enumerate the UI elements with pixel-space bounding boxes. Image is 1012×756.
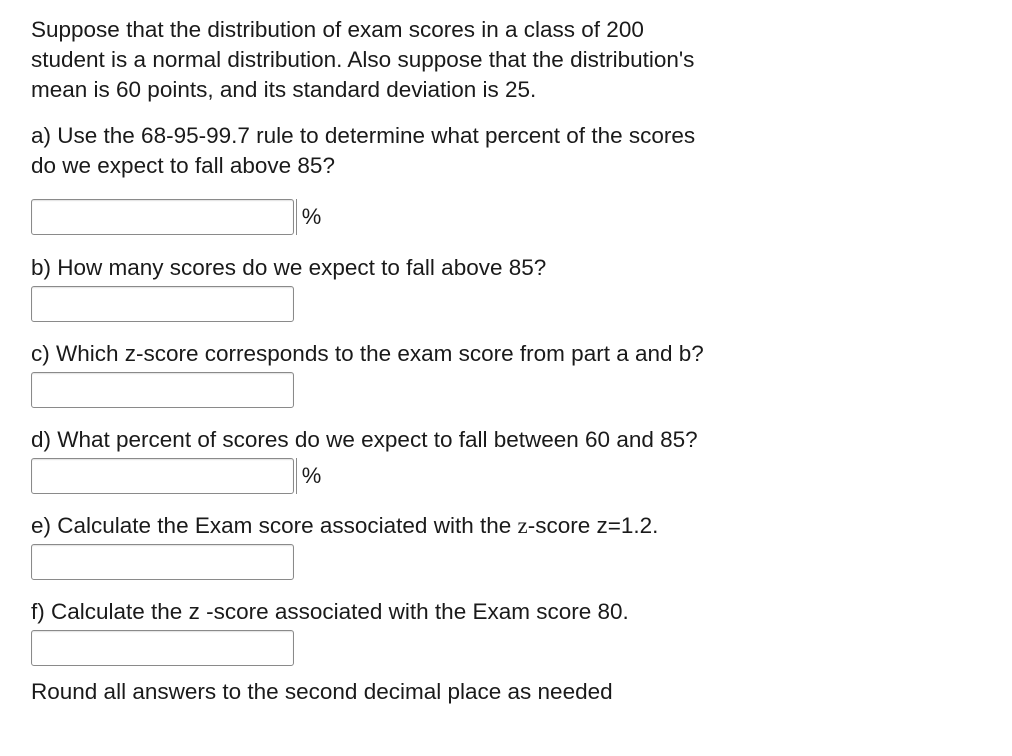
answer-f-input[interactable] bbox=[31, 630, 294, 666]
intro-line-3: mean is 60 points, and its standard deviation is 25. bbox=[31, 77, 537, 102]
question-a-line-2: do we expect to fall above 85? bbox=[31, 153, 335, 178]
question-e-text bbox=[31, 511, 658, 541]
question-f-text: f) Calculate the z -score associated with the Exam score 80. bbox=[31, 599, 629, 624]
intro-line-2: student is a normal distribution. Also suppose that the distribution's bbox=[31, 47, 695, 72]
question-b-text: b) How many scores do we expect to fall above 85? bbox=[31, 255, 547, 280]
answer-a-percent-unit: % bbox=[296, 199, 326, 235]
question-c-text: c) Which z-score corresponds to the exam score from part a and b? bbox=[31, 341, 704, 366]
answer-b-input[interactable] bbox=[31, 286, 294, 322]
question-e-text-after: -score z=1.2. bbox=[527, 513, 659, 538]
answer-d-input[interactable] bbox=[31, 458, 294, 494]
answer-c-input[interactable] bbox=[31, 372, 294, 408]
question-e-z-symbol: z bbox=[517, 513, 528, 538]
question-a-line-1: a) Use the 68-95-99.7 rule to determine what percent of the scores bbox=[31, 123, 696, 148]
question-d-text: d) What percent of scores do we expect to fall between 60 and 85? bbox=[31, 427, 698, 452]
answer-a-input[interactable] bbox=[31, 199, 294, 235]
answer-e-input[interactable] bbox=[31, 544, 294, 580]
answer-d-percent-unit: % bbox=[296, 458, 326, 494]
intro-line-1: Suppose that the distribution of exam scores in a class of 200 bbox=[31, 17, 644, 42]
rounding-note: Round all answers to the second decimal place as needed bbox=[31, 679, 613, 704]
question-e-text-before: e) Calculate the Exam score associated with the bbox=[31, 513, 518, 538]
